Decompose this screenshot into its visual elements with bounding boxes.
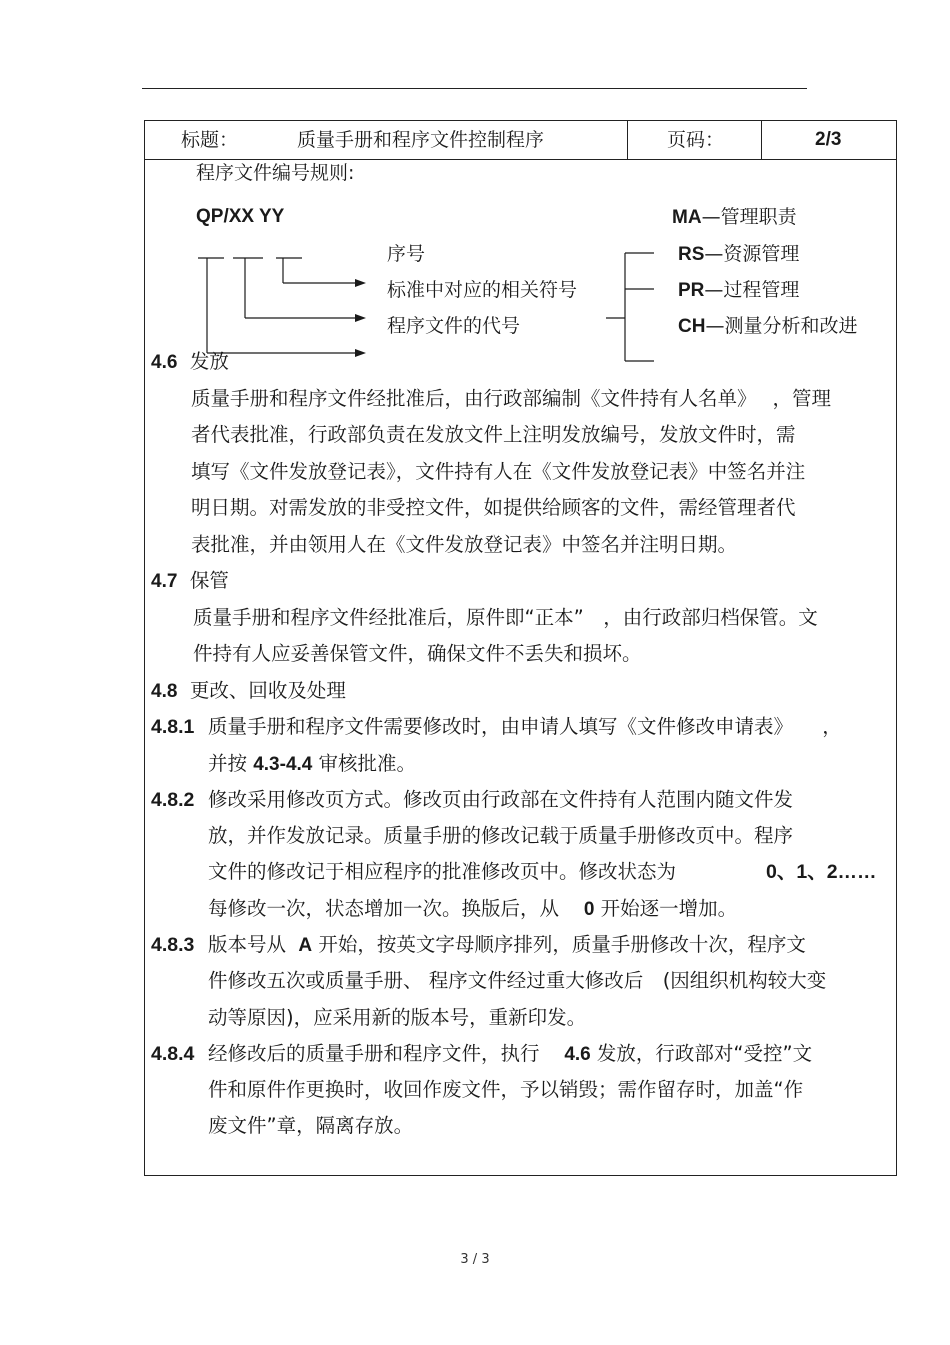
- rule-code: QP/XX YY: [196, 206, 285, 227]
- section-4-8-2-line: 修改采用修改页方式。修改页由行政部在文件持有人范围内随文件发: [208, 788, 794, 811]
- section-4-8-heading: 4.8 更改、回收及处理: [151, 679, 346, 702]
- page-number: 3 / 3: [460, 1252, 490, 1267]
- section-4-8-3-line: 版本号从 A 开始，按英文字母顺序排列，质量手册修改十次，程序文: [208, 933, 806, 956]
- section-4-7-heading: 4.7 保管: [151, 569, 229, 592]
- section-4-6-line: 表批准，并由领用人在《文件发放登记表》中签名并注明日期。: [191, 533, 738, 556]
- section-4-8-1-line: 并按 4.3-4.4 审核批准。: [208, 752, 417, 775]
- code-ma: MA—管理职责: [672, 206, 797, 228]
- page-label: 页码：: [667, 129, 725, 151]
- section-4-6-line: 明日期。对需发放的非受控文件，如提供给顾客的文件，需经管理者代: [191, 496, 796, 519]
- section-4-8-2-line: 放，并作发放记录。质量手册的修改记载于质量手册修改页中。程序: [208, 824, 794, 847]
- document-title: 质量手册和程序文件控制程序: [297, 129, 545, 151]
- section-4-6-line: 质量手册和程序文件经批准后，由行政部编制《文件持有人名单》 ，管理: [191, 387, 831, 410]
- page-value: 2/3: [815, 129, 842, 150]
- section-4-8-3-number: 4.8.3: [151, 934, 195, 956]
- section-4-6-line: 填写《文件发放登记表》，文件持有人在《文件发放登记表》中签名并注: [191, 460, 806, 483]
- section-4-8-2-line: 每修改一次，状态增加一次。换版后，从 0 开始逐一增加。: [208, 897, 738, 920]
- code-ch: CH—测量分析和改进: [678, 315, 858, 337]
- section-4-8-1-line: 质量手册和程序文件需要修改时，由申请人填写《文件修改申请表》 ，: [208, 715, 842, 738]
- rule-heading: 程序文件编号规则:: [196, 162, 355, 184]
- section-4-8-3-line: 动等原因)，应采用新的版本号，重新印发。: [208, 1006, 587, 1029]
- section-4-8-4-line: 废文件”章，隔离存放。: [208, 1114, 414, 1137]
- section-4-7-line: 质量手册和程序文件经批准后，原件即“正本” ，由行政部归档保管。文: [193, 606, 818, 629]
- rule-label-standard-symbol: 标准中对应的相关符号: [387, 279, 578, 301]
- code-rs: RS—资源管理: [678, 243, 800, 265]
- section-4-8-4-line: 经修改后的质量手册和程序文件，执行 4.6 发放，行政部对“受控”文: [208, 1042, 813, 1065]
- section-4-8-3-line: 件修改五次或质量手册、 程序文件经过重大修改后 (因组织机构较大变: [208, 969, 827, 992]
- modification-status: 0、1、2……: [766, 861, 877, 883]
- section-4-8-2-line: 文件的修改记于相应程序的批准修改页中。修改状态为: [208, 860, 677, 883]
- section-4-8-1-number: 4.8.1: [151, 716, 195, 738]
- section-4-6-line: 者代表批准，行政部负责在发放文件上注明发放编号，发放文件时，需: [191, 423, 796, 446]
- rule-label-sequence: 序号: [387, 243, 426, 265]
- section-4-8-2-number: 4.8.2: [151, 789, 195, 811]
- section-4-6-heading: 4.6 发放: [151, 350, 229, 373]
- rule-label-procedure-code: 程序文件的代号: [387, 315, 521, 337]
- section-4-7-line: 件持有人应妥善保管文件，确保文件不丢失和损坏。: [193, 642, 642, 665]
- section-4-8-4-line: 件和原件作更换时，收回作废文件，予以销毁；需作留存时，加盖“作: [208, 1078, 804, 1101]
- section-4-8-4-number: 4.8.4: [151, 1043, 195, 1065]
- code-pr: PR—过程管理: [678, 279, 800, 301]
- title-label: 标题：: [181, 129, 239, 151]
